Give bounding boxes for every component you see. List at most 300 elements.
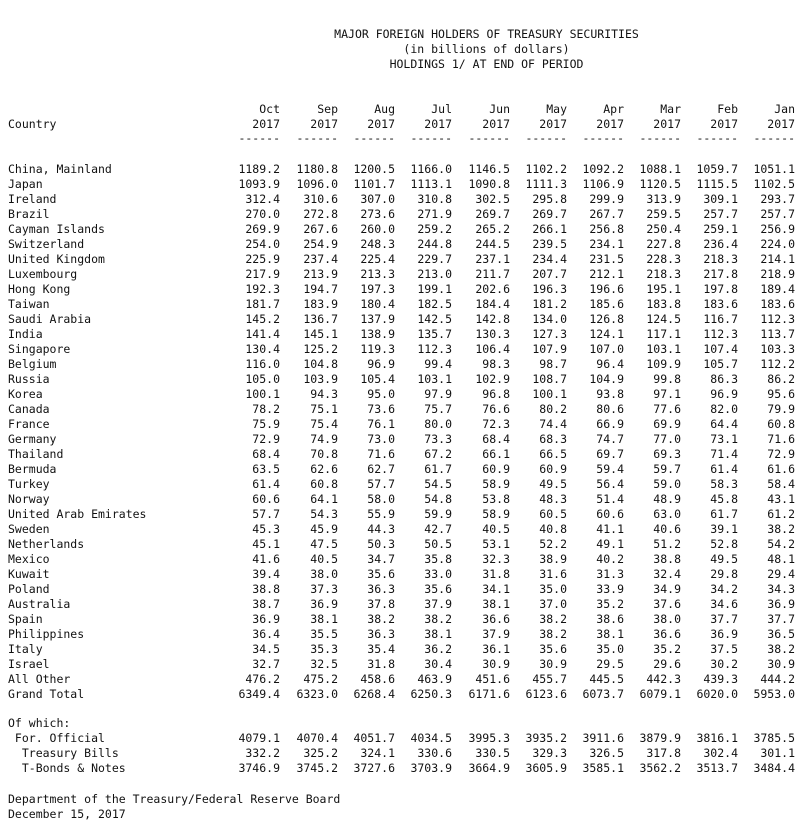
column-header-year: 2017	[424, 117, 452, 131]
value-cell: 119.3	[360, 342, 395, 356]
value-cell: 54.2	[767, 537, 795, 551]
value-cell: 60.6	[252, 492, 280, 506]
value-cell: 256.8	[589, 222, 624, 236]
value-cell: 194.7	[303, 282, 338, 296]
value-cell: 1120.5	[639, 177, 681, 191]
value-cell: 37.3	[310, 582, 338, 596]
value-cell: 218.3	[646, 267, 681, 281]
column-header-month: Apr	[603, 102, 624, 116]
value-cell: 30.9	[482, 657, 510, 671]
value-cell: 257.7	[703, 207, 738, 221]
value-cell: 61.6	[767, 462, 795, 476]
country-name: Canada	[8, 402, 50, 416]
column-header-month: May	[546, 102, 567, 116]
value-cell: 196.6	[589, 282, 624, 296]
country-name: Russia	[8, 372, 50, 386]
value-cell: 127.3	[532, 327, 567, 341]
country-name: Bermuda	[8, 462, 57, 476]
value-cell: 236.4	[703, 237, 738, 251]
value-cell: 35.6	[424, 582, 452, 596]
value-cell: 1093.9	[238, 177, 280, 191]
country-name: Netherlands	[8, 537, 85, 551]
category-name: For. Official	[8, 731, 105, 745]
column-header-month: Sep	[317, 102, 338, 116]
value-cell: 38.0	[310, 567, 338, 581]
value-cell: 59.0	[653, 477, 681, 491]
value-cell: 1113.1	[410, 177, 452, 191]
value-cell: 116.7	[703, 312, 738, 326]
value-cell: 6250.3	[410, 687, 452, 701]
footer-date: December 15, 2017	[8, 807, 126, 821]
value-cell: 36.2	[424, 642, 452, 656]
value-cell: 53.1	[482, 537, 510, 551]
value-cell: 36.9	[252, 612, 280, 626]
of-which-label: Of which:	[8, 716, 71, 730]
value-cell: 324.1	[360, 746, 395, 760]
value-cell: 3785.5	[753, 731, 795, 745]
value-cell: 3995.3	[468, 731, 510, 745]
value-cell: 34.5	[252, 642, 280, 656]
column-header-month: Mar	[660, 102, 681, 116]
report-subtitle-holdings: HOLDINGS 1/ AT END OF PERIOD	[389, 57, 584, 71]
country-name: Spain	[8, 612, 43, 626]
country-name: Belgium	[8, 357, 57, 371]
value-cell: 130.4	[245, 342, 280, 356]
value-cell: 1106.9	[582, 177, 624, 191]
value-cell: 35.6	[539, 642, 567, 656]
value-cell: 77.6	[653, 402, 681, 416]
value-cell: 68.3	[539, 432, 567, 446]
value-cell: 51.4	[596, 492, 624, 506]
value-cell: 1090.8	[468, 177, 510, 191]
value-cell: 32.5	[310, 657, 338, 671]
country-name: Turkey	[8, 477, 50, 491]
value-cell: 36.6	[653, 627, 681, 641]
value-cell: 71.4	[710, 447, 738, 461]
value-cell: 75.9	[252, 417, 280, 431]
value-cell: 31.6	[539, 567, 567, 581]
value-cell: 96.9	[367, 357, 395, 371]
value-cell: 34.3	[767, 582, 795, 596]
value-cell: 31.3	[596, 567, 624, 581]
value-cell: 78.2	[252, 402, 280, 416]
value-cell: 189.4	[760, 282, 795, 296]
value-cell: 82.0	[710, 402, 738, 416]
category-name: Treasury Bills	[8, 746, 119, 760]
value-cell: 192.3	[245, 282, 280, 296]
value-cell: 73.0	[367, 432, 395, 446]
value-cell: 38.0	[653, 612, 681, 626]
value-cell: 48.9	[653, 492, 681, 506]
value-cell: 38.2	[767, 642, 795, 656]
value-cell: 38.8	[653, 552, 681, 566]
footer-source: Department of the Treasury/Federal Reserve Board	[8, 792, 341, 806]
value-cell: 37.7	[710, 612, 738, 626]
value-cell: 32.7	[252, 657, 280, 671]
value-cell: 332.2	[245, 746, 280, 760]
value-cell: 34.9	[653, 582, 681, 596]
value-cell: 310.6	[303, 192, 338, 206]
country-name: Korea	[8, 387, 43, 401]
value-cell: 330.6	[417, 746, 452, 760]
column-header-year: 2017	[539, 117, 567, 131]
column-header-year: 2017	[653, 117, 681, 131]
value-cell: 301.1	[760, 746, 795, 760]
value-cell: 1146.5	[468, 162, 510, 176]
value-cell: 3879.9	[639, 731, 681, 745]
value-cell: 40.5	[482, 522, 510, 536]
value-cell: 60.8	[310, 477, 338, 491]
country-name: Japan	[8, 177, 43, 191]
value-cell: 69.7	[596, 447, 624, 461]
country-name: Italy	[8, 642, 43, 656]
country-name: Ireland	[8, 192, 57, 206]
value-cell: 124.5	[646, 312, 681, 326]
value-cell: 112.3	[417, 342, 452, 356]
value-cell: 126.8	[589, 312, 624, 326]
value-cell: 60.6	[596, 507, 624, 521]
country-name: Singapore	[8, 342, 71, 356]
column-header-year: 2017	[596, 117, 624, 131]
value-cell: 1115.5	[696, 177, 738, 191]
value-cell: 307.0	[360, 192, 395, 206]
value-cell: 244.5	[475, 237, 510, 251]
country-name: Mexico	[8, 552, 50, 566]
value-cell: 73.6	[367, 402, 395, 416]
value-cell: 95.0	[367, 387, 395, 401]
value-cell: 3664.9	[468, 761, 510, 775]
value-cell: 60.9	[482, 462, 510, 476]
value-cell: 71.6	[767, 432, 795, 446]
value-cell: 54.3	[310, 507, 338, 521]
value-cell: 53.8	[482, 492, 510, 506]
value-cell: 35.2	[596, 597, 624, 611]
country-name: United Kingdom	[8, 252, 105, 266]
value-cell: 112.3	[760, 312, 795, 326]
value-cell: 214.1	[760, 252, 795, 266]
value-cell: 199.1	[417, 282, 452, 296]
value-cell: 302.4	[703, 746, 738, 760]
value-cell: 75.4	[310, 417, 338, 431]
value-cell: 60.9	[539, 462, 567, 476]
value-cell: 113.7	[760, 327, 795, 341]
column-header-month: Jun	[489, 102, 510, 116]
value-cell: 197.3	[360, 282, 395, 296]
value-cell: 40.5	[310, 552, 338, 566]
value-cell: 37.7	[767, 612, 795, 626]
value-cell: 44.3	[367, 522, 395, 536]
value-cell: 38.7	[252, 597, 280, 611]
value-cell: 93.8	[596, 387, 624, 401]
value-cell: 45.1	[252, 537, 280, 551]
value-cell: 106.4	[475, 342, 510, 356]
value-cell: 259.1	[703, 222, 738, 236]
value-cell: 37.9	[424, 597, 452, 611]
value-cell: 35.0	[596, 642, 624, 656]
value-cell: 72.9	[252, 432, 280, 446]
value-cell: 43.1	[767, 492, 795, 506]
value-cell: 59.9	[424, 507, 452, 521]
value-cell: 37.9	[482, 627, 510, 641]
column-header-year: 2017	[710, 117, 738, 131]
value-cell: 94.3	[310, 387, 338, 401]
value-cell: 5953.0	[753, 687, 795, 701]
value-cell: 213.3	[360, 267, 395, 281]
value-cell: 112.2	[760, 357, 795, 371]
value-cell: 71.6	[367, 447, 395, 461]
value-cell: 34.7	[367, 552, 395, 566]
value-cell: 250.4	[646, 222, 681, 236]
value-cell: 227.8	[646, 237, 681, 251]
column-header-month: Feb	[717, 102, 738, 116]
value-cell: 212.1	[589, 267, 624, 281]
value-cell: 1102.5	[753, 177, 795, 191]
value-cell: 6079.1	[639, 687, 681, 701]
value-cell: 37.0	[539, 597, 567, 611]
value-cell: 6349.4	[238, 687, 280, 701]
value-cell: 36.9	[710, 627, 738, 641]
value-cell: 50.3	[367, 537, 395, 551]
value-cell: 217.9	[245, 267, 280, 281]
value-cell: 96.4	[596, 357, 624, 371]
value-cell: 35.5	[310, 627, 338, 641]
value-cell: 107.4	[703, 342, 738, 356]
value-cell: 98.7	[539, 357, 567, 371]
value-cell: 183.8	[646, 297, 681, 311]
country-name: Hong Kong	[8, 282, 71, 296]
value-cell: 6323.0	[296, 687, 338, 701]
value-cell: 180.4	[360, 297, 395, 311]
column-header-underline: ------	[410, 131, 452, 145]
value-cell: 3703.9	[410, 761, 452, 775]
value-cell: 69.9	[653, 417, 681, 431]
country-name: Luxembourg	[8, 267, 78, 281]
value-cell: 1189.2	[238, 162, 280, 176]
value-cell: 445.5	[589, 672, 624, 686]
value-cell: 269.7	[532, 207, 567, 221]
value-cell: 55.9	[367, 507, 395, 521]
value-cell: 181.2	[532, 297, 567, 311]
value-cell: 259.5	[646, 207, 681, 221]
value-cell: 211.7	[475, 267, 510, 281]
value-cell: 35.2	[653, 642, 681, 656]
value-cell: 34.6	[710, 597, 738, 611]
country-name: Australia	[8, 597, 71, 611]
value-cell: 270.0	[245, 207, 280, 221]
value-cell: 72.3	[482, 417, 510, 431]
value-cell: 37.6	[653, 597, 681, 611]
value-cell: 75.7	[424, 402, 452, 416]
value-cell: 51.2	[653, 537, 681, 551]
value-cell: 3746.9	[238, 761, 280, 775]
value-cell: 107.0	[589, 342, 624, 356]
value-cell: 36.9	[310, 597, 338, 611]
value-cell: 267.7	[589, 207, 624, 221]
value-cell: 69.3	[653, 447, 681, 461]
country-name: Poland	[8, 582, 50, 596]
value-cell: 257.7	[760, 207, 795, 221]
column-header-underline: ------	[696, 131, 738, 145]
value-cell: 38.1	[424, 627, 452, 641]
value-cell: 136.7	[303, 312, 338, 326]
value-cell: 202.6	[475, 282, 510, 296]
value-cell: 183.9	[303, 297, 338, 311]
value-cell: 50.5	[424, 537, 452, 551]
value-cell: 38.2	[539, 612, 567, 626]
value-cell: 105.7	[703, 357, 738, 371]
value-cell: 104.8	[303, 357, 338, 371]
value-cell: 117.1	[646, 327, 681, 341]
value-cell: 272.8	[303, 207, 338, 221]
value-cell: 99.4	[424, 357, 452, 371]
value-cell: 239.5	[532, 237, 567, 251]
value-cell: 38.9	[539, 552, 567, 566]
value-cell: 64.1	[310, 492, 338, 506]
value-cell: 38.2	[539, 627, 567, 641]
value-cell: 98.3	[482, 357, 510, 371]
value-cell: 229.7	[417, 252, 452, 266]
value-cell: 73.1	[710, 432, 738, 446]
value-cell: 76.6	[482, 402, 510, 416]
value-cell: 312.4	[245, 192, 280, 206]
value-cell: 59.4	[596, 462, 624, 476]
country-name: Norway	[8, 492, 50, 506]
value-cell: 145.2	[245, 312, 280, 326]
column-header-year: 2017	[367, 117, 395, 131]
value-cell: 195.1	[646, 282, 681, 296]
value-cell: 103.1	[417, 372, 452, 386]
value-cell: 29.8	[710, 567, 738, 581]
value-cell: 62.7	[367, 462, 395, 476]
value-cell: 137.9	[360, 312, 395, 326]
value-cell: 269.7	[475, 207, 510, 221]
value-cell: 61.7	[424, 462, 452, 476]
value-cell: 116.0	[245, 357, 280, 371]
value-cell: 100.1	[532, 387, 567, 401]
value-cell: 108.7	[532, 372, 567, 386]
value-cell: 124.1	[589, 327, 624, 341]
value-cell: 36.3	[367, 582, 395, 596]
value-cell: 3484.4	[753, 761, 795, 775]
value-cell: 104.9	[589, 372, 624, 386]
value-cell: 271.9	[417, 207, 452, 221]
value-cell: 1102.2	[525, 162, 567, 176]
column-header-underline: ------	[353, 131, 395, 145]
value-cell: 237.1	[475, 252, 510, 266]
value-cell: 31.8	[367, 657, 395, 671]
value-cell: 451.6	[475, 672, 510, 686]
value-cell: 138.9	[360, 327, 395, 341]
value-cell: 38.2	[424, 612, 452, 626]
value-cell: 96.9	[710, 387, 738, 401]
value-cell: 1200.5	[353, 162, 395, 176]
country-name: Israel	[8, 657, 50, 671]
value-cell: 142.8	[475, 312, 510, 326]
value-cell: 224.0	[760, 237, 795, 251]
value-cell: 30.9	[767, 657, 795, 671]
value-cell: 3562.2	[639, 761, 681, 775]
value-cell: 112.3	[703, 327, 738, 341]
value-cell: 30.2	[710, 657, 738, 671]
value-cell: 3513.7	[696, 761, 738, 775]
value-cell: 52.2	[539, 537, 567, 551]
value-cell: 326.5	[589, 746, 624, 760]
country-name: India	[8, 327, 43, 341]
column-header-underline: ------	[753, 131, 795, 145]
value-cell: 6123.6	[525, 687, 567, 701]
value-cell: 103.1	[646, 342, 681, 356]
value-cell: 29.4	[767, 567, 795, 581]
value-cell: 36.6	[482, 612, 510, 626]
value-cell: 141.4	[245, 327, 280, 341]
value-cell: 61.7	[710, 507, 738, 521]
category-name: T-Bonds & Notes	[8, 761, 126, 775]
country-name: Germany	[8, 432, 57, 446]
value-cell: 185.6	[589, 297, 624, 311]
value-cell: 38.1	[482, 597, 510, 611]
value-cell: 1059.7	[696, 162, 738, 176]
value-cell: 295.8	[532, 192, 567, 206]
value-cell: 107.9	[532, 342, 567, 356]
value-cell: 35.6	[367, 567, 395, 581]
value-cell: 39.1	[710, 522, 738, 536]
value-cell: 130.3	[475, 327, 510, 341]
value-cell: 103.9	[303, 372, 338, 386]
country-name: United Arab Emirates	[8, 507, 147, 521]
value-cell: 34.2	[710, 582, 738, 596]
value-cell: 40.2	[596, 552, 624, 566]
value-cell: 66.5	[539, 447, 567, 461]
value-cell: 96.8	[482, 387, 510, 401]
column-header-month: Jul	[431, 102, 452, 116]
value-cell: 182.5	[417, 297, 452, 311]
value-cell: 1180.8	[296, 162, 338, 176]
value-cell: 145.1	[303, 327, 338, 341]
value-cell: 54.5	[424, 477, 452, 491]
value-cell: 64.4	[710, 417, 738, 431]
value-cell: 52.8	[710, 537, 738, 551]
column-header-month: Jan	[774, 102, 795, 116]
value-cell: 58.9	[482, 477, 510, 491]
column-header-month: Aug	[374, 102, 395, 116]
value-cell: 40.8	[539, 522, 567, 536]
country-name: Cayman Islands	[8, 222, 105, 236]
value-cell: 142.5	[417, 312, 452, 326]
value-cell: 61.4	[710, 462, 738, 476]
value-cell: 38.2	[767, 522, 795, 536]
value-cell: 213.9	[303, 267, 338, 281]
value-cell: 74.7	[596, 432, 624, 446]
country-name: Thailand	[8, 447, 64, 461]
value-cell: 244.8	[417, 237, 452, 251]
value-cell: 80.2	[539, 402, 567, 416]
value-cell: 86.2	[767, 372, 795, 386]
value-cell: 330.5	[475, 746, 510, 760]
country-name: Switzerland	[8, 237, 85, 251]
value-cell: 58.3	[710, 477, 738, 491]
value-cell: 38.8	[252, 582, 280, 596]
value-cell: 45.8	[710, 492, 738, 506]
value-cell: 38.2	[367, 612, 395, 626]
value-cell: 63.0	[653, 507, 681, 521]
value-cell: 32.4	[653, 567, 681, 581]
value-cell: 45.9	[310, 522, 338, 536]
country-name: Saudi Arabia	[8, 312, 92, 326]
value-cell: 196.3	[532, 282, 567, 296]
value-cell: 57.7	[252, 507, 280, 521]
value-cell: 34.1	[482, 582, 510, 596]
value-cell: 4070.4	[296, 731, 338, 745]
